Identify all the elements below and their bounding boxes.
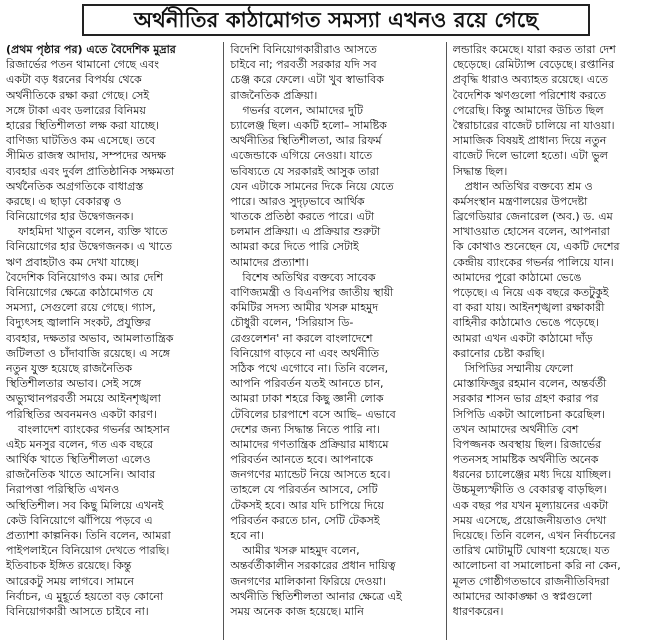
text-line: বিদেশি বিনিয়োগকারীরাও আসতে	[230, 43, 377, 56]
text-line: প্রবৃদ্ধি ধারাও অব্যাহত রয়েছে। এতে	[452, 73, 608, 87]
text-line: কি কোথাও শুনেছেন যে, একটি দেশের	[452, 240, 620, 254]
text-line: মূলত গোষ্ঠীগতভাবে রাজনীতিবিদরা	[452, 574, 610, 588]
text-line: জনগণের মালিকানা ফিরিয়ে দেওয়া।	[230, 574, 387, 588]
text-line: সামাজিক বিষয়ই প্রাধান্য দিয়ে নতুন	[452, 134, 607, 148]
text-line: ইতিবাচক ইঙ্গিত রয়েছে। কিন্তু	[6, 559, 132, 573]
text-line: বৈদেশিক বিনিয়োগও কম। আর দেশি	[6, 270, 164, 284]
text-line: ব্রিগেডিয়ার জেনারেল (অব.) ড. এম	[452, 210, 613, 224]
text-line: কর্মসংস্থান মন্ত্রণালয়ের উপদেষ্টা	[452, 194, 588, 208]
text-line: আমরা ঢাকা শহরে কিছু জ্ঞানী লোক	[230, 392, 384, 406]
text-line: পরিবর্তন আনতে হবে। আপনাকে	[230, 453, 373, 467]
text-line: আমাদের গণতান্ত্রিক প্রক্রিয়ার মাধ্যমে	[230, 437, 389, 451]
text-line: বিনিয়োগের হার উদ্বেগজনক।	[6, 210, 134, 224]
text-line: প্রত্যাশা কাল্পনিক। তিনি বলেন, আমরা	[6, 529, 171, 542]
text-line: বিনিয়োগ বাড়বে না এবং অর্থনীতি	[230, 346, 380, 360]
text-line: বৈদেশিক ঋণগুলো পরিশোধ করতে	[452, 88, 606, 102]
text-line: ফাহমিদা খাতুন বলেন, ব্যক্তি খাতে	[18, 225, 168, 239]
text-line: অর্থনৈতিক অগ্রগতিকে বাধাগ্রস্ত	[6, 179, 144, 193]
text-line: আমাদের প্রত্যাশা।	[230, 255, 309, 269]
text-line: ঋণ প্রবাহটাও কম দেখা যাচ্ছে।	[6, 255, 140, 269]
text-line: জনগণের ম্যান্ডেট নিয়ে আসতে হবে।	[230, 468, 391, 482]
text-line: অভ্যুত্থানপরবর্তী সময়ে আইনশৃঙ্খলা	[6, 392, 161, 406]
text-line: (প্রথম পৃষ্ঠার পর) এতে বৈদেশিক মুদ্রার	[6, 43, 176, 56]
text-line: খাতকে প্রতিষ্ঠা করতে পারে। এটা	[230, 210, 375, 224]
text-line: বিপজ্জনক অবস্থায় ছিল। রিজার্ভের	[452, 437, 602, 451]
text-line: সমস্যা, সেগুলো রয়ে গেছে। গ্যাস,	[6, 301, 156, 315]
text-line: একটা বড় ধরনের বিপর্যয় থেকে	[6, 73, 142, 87]
text-line: সিপিডি একটা আলোচনা করেছিল।	[452, 407, 606, 421]
text-line: কমিটির সদস্য আমীর খসরু মাহমুদ	[230, 301, 378, 315]
text-line: পেরেছি। কিন্তু আমাদের উচিত ছিল	[452, 103, 604, 117]
article-column-1	[6, 42, 223, 640]
text-line: দেশের জন্য সিদ্ধান্ত নিতে পারি না।	[230, 422, 380, 436]
text-line: টেবিলের চারপাশে বসে আছি– এভাবে	[230, 407, 396, 421]
text-line: আরেকটু সময় লাগবে। সামনে	[6, 574, 134, 588]
text-line: এজেন্ডাকে এগিয়ে নেওয়া। যাতে	[230, 149, 373, 163]
text-line: দিয়েছে। তিনি বলেন, এখন নির্বাচনের	[452, 529, 616, 542]
text-line: করছে। এ ছাড়া বেকারত্ব ও	[6, 194, 122, 208]
text-line: হারের স্থিতিশীলতা লক্ষ করা যাচ্ছে।	[6, 118, 159, 132]
text-line: হবে না।	[230, 529, 264, 542]
text-line: আপনি পরিবর্তন যতই আনতে চান,	[230, 377, 384, 391]
text-line: আমরা এখন একটা কাঠামো দাঁড়	[452, 331, 593, 345]
text-line: বাণিজ্য ঘাটতিও কম এসেছে। তবে	[6, 134, 156, 148]
text-line: সীমিত রাজস্ব আদায়, সম্পদের অদক্ষ	[6, 149, 166, 163]
text-line: অর্থনীতির স্থিতিশীলতা, আর রিফর্ম	[230, 134, 382, 148]
text-line: পারে। আরও সুদৃঢ়ভাবে আর্থিক	[230, 194, 365, 208]
text-line: পতনসহ সামষ্টিক অর্থনীতি অনেক	[452, 453, 599, 467]
text-line: টেকসই হবে। আর যদি চাপিয়ে দিয়ে	[230, 498, 384, 512]
text-line: নতুন যুক্ত হয়েছে রাজনৈতিক	[6, 361, 133, 375]
text-line: চেঞ্জ করে ফেলে। এটা খুব স্বাভাবিক	[230, 73, 384, 87]
text-line: সময় অনেক কাজ হয়েছে। মানি	[230, 604, 364, 618]
text-line: সরকার শাসন ভার গ্রহণ করার পর	[452, 392, 599, 406]
text-line: কেউ বিনিয়োগে ঝাঁপিয়ে পড়বে এ	[6, 513, 153, 527]
text-line: সময় এসেছে, প্রয়োজনীয়তাও দেখা	[452, 513, 607, 527]
text-line: বিদ্যুৎসহ জ্বালানি সংকট, প্রযুক্তির	[6, 316, 151, 330]
text-line: এক বছর পর যখন মূল্যায়নের একটা	[452, 498, 609, 512]
text-line: ছেড়েছে। রেমিট্যান্স বেড়েছে। রপ্তানির	[452, 58, 615, 72]
text-line: চ্যালেঞ্জ ছিল। একটি হলো– সামষ্টিক	[230, 118, 387, 132]
text-line: লন্ডারিং কমেছে। যারা করত তারা দেশ	[452, 43, 616, 56]
text-line: স্থিতিশীলতার অভাব। সেই সঙ্গে	[6, 377, 142, 391]
text-line: বিনিয়োগকারী আসতে চাইবে না।	[6, 604, 149, 618]
text-line: পরিস্থিতির অবনমনও একটা কারণ।	[6, 407, 157, 421]
text-line: সঠিক পথে এগোবে না। তিনি বলেন,	[230, 361, 389, 375]
text-line: নির্বাচন, এ মুহূর্তে হয়তো বড় কোনো	[6, 589, 164, 603]
text-line: রাজনৈতিক প্রক্রিয়া।	[230, 88, 318, 102]
text-line: চৌধুরী বলেন, 'সিরিয়াস ডি-	[230, 316, 354, 330]
text-line: ব্যবহার, দক্ষতার অভাব, আমলাতান্ত্রিক	[6, 331, 174, 345]
text-line: স্বৈরাচারের বাজেট চালিয়ে না যাওয়া।	[452, 118, 615, 132]
text-line: পাইপলাইনে বিনিয়োগ দেখতে পারছি।	[6, 544, 170, 558]
text-line: পরিবর্তন করতে চান, সেটি টেকসই	[230, 513, 380, 527]
article-column-3	[447, 42, 666, 640]
text-line: আমীর খসরু মাহমুদ বলেন,	[242, 544, 360, 558]
text-line: সাখাওয়াত হোসেন বলেন, আপনারা	[452, 225, 610, 239]
text-line: নিরাপত্তা পরিস্থিতি এখনও	[6, 483, 120, 497]
text-line: আলোচনা বা সমালোচনা করি না কেন,	[452, 559, 621, 573]
text-line: অর্থনীতি স্থিতিশীলতা আনার ক্ষেত্রে এই	[230, 589, 402, 603]
text-line: অস্থিতিশীল। সব কিছু মিলিয়ে এখনই	[6, 498, 164, 512]
text-line: এইচ মনসুর বলেন, গত এক বছরে	[6, 437, 154, 451]
text-line: সঙ্গে টাকা এবং ডলারের বিনিময়	[6, 103, 146, 117]
text-line: আমাদের আকাঙ্ক্ষা ও স্বপ্নগুলো	[452, 589, 592, 603]
text-line: আমরা করে দিতে পারি সেটাই	[230, 240, 359, 254]
text-line: ব্যবহার এবং দুর্বল প্রাতিষ্ঠানিক সক্ষমতা	[6, 164, 175, 178]
text-line: পড়েছে। এ নিয়ে এক বছরে কতটুকুই	[452, 286, 609, 299]
text-line: উচ্চমূল্যস্ফীতি ও বেকারত্ব বাড়ছিল।	[452, 483, 607, 497]
text-line: গভর্নর বলেন, আমাদের দুটি	[242, 103, 363, 117]
text-line: মোস্তাফিজুর রহমান বলেন, অন্তর্বর্তী	[452, 377, 607, 391]
headline-box	[82, 4, 590, 36]
article-body	[6, 42, 666, 640]
text-line: বিনিয়োগের ক্ষেত্রে কাঠামোগত যে	[6, 286, 154, 299]
text-line: ধারণকরেন।	[452, 604, 504, 618]
text-line: বা করা যায়। আইনশৃঙ্খলা রক্ষাকারী	[452, 301, 605, 315]
text-line: বাজেট দিলে ভালো হতো। এটা ভুল	[452, 149, 608, 163]
text-line: রিজার্ভের পতন থামানো গেছে এবং	[6, 58, 159, 72]
text-line: চাইবে না; পরবর্তী সরকার যদি সব	[230, 58, 377, 72]
text-line: বিশেষ অতিথির বক্তব্যে সাবেক	[242, 270, 376, 284]
text-line: তখন আমাদের অর্থনীতি বেশ	[452, 422, 579, 436]
text-line: অর্থনীতিকে রক্ষা করা গেছে। সেই	[6, 88, 150, 102]
text-line: রাজনৈতিক খাতে আসেনি। আবার	[6, 468, 156, 482]
text-line: বিনিয়োগের হার উদ্বেগজনক। এ খাতে	[6, 240, 172, 254]
text-line: যেন এটাকে সামনের দিকে নিয়ে যেতে	[230, 179, 394, 193]
text-line: ধরনের চ্যালেঞ্জের মধ্য দিয়ে যাচ্ছিল।	[452, 468, 612, 482]
text-line: সিপিডির সম্মানীয় ফেলো	[464, 361, 574, 375]
headline: অর্থনীতির কাঠামোগত সমস্যা এখনও রয়ে গেছে	[133, 7, 539, 32]
text-line: করানোর চেষ্টা করছি।	[452, 346, 545, 360]
text-line: জটিলতা ও চাঁদাবাজি রয়েছে। এ সঙ্গে	[6, 346, 170, 360]
text-line: তারিখ মোটামুটি ঘোষণা হয়েছে। যত	[452, 544, 610, 558]
text-line: চলমান প্রক্রিয়া। এ প্রক্রিয়ার শুরুটা	[230, 225, 381, 239]
text-line: তাহলে যে পরিবর্তন আসবে, সেটি	[230, 483, 378, 497]
article-column-2	[224, 42, 445, 640]
text-line: বাণিজ্যমন্ত্রী ও বিএনপির জাতীয় স্থায়ী	[230, 286, 394, 299]
text-line: ভবিষ্যতে যে সরকারই আসুক তারা	[230, 164, 379, 178]
text-line: আমাদের পুরো কাঠামো ভেঙে	[452, 270, 582, 284]
text-line: অন্তর্বর্তীকালীন সরকারের প্রধান দায়িত্ব	[230, 559, 396, 573]
text-line: কেন্দ্রীয় ব্যাংকের গভর্নর পালিয়ে যান।	[452, 255, 614, 269]
text-line: বাহিনীর কাঠামোও ভেঙে পড়েছে।	[452, 316, 599, 330]
text-line: আর্থিক খাতে স্থিতিশীলতা এলেও	[6, 453, 151, 467]
text-line: রেগুলেশন' না করলে বাংলাদেশে	[230, 331, 373, 345]
text-line: প্রধান অতিথির বক্তব্যে শ্রম ও	[464, 179, 593, 193]
text-line: বাংলাদেশ ব্যাংকের গভর্নর আহসান	[18, 422, 170, 436]
text-line: সিদ্ধান্ত ছিল।	[452, 164, 508, 178]
